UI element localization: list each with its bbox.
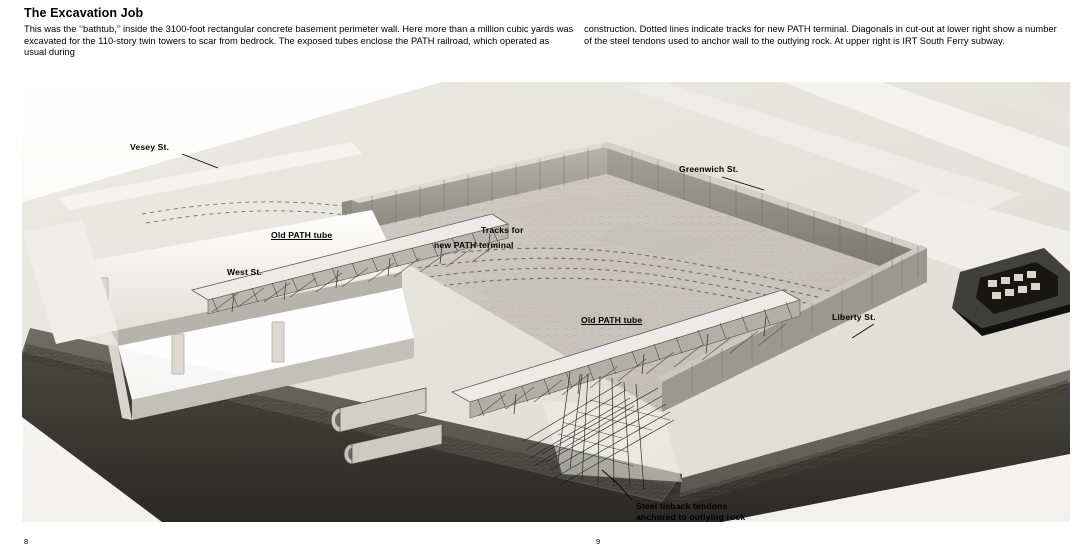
page-title: The Excavation Job xyxy=(24,6,144,20)
label-liberty-st: Liberty St. xyxy=(832,312,876,322)
intro-text-left: This was the ‘‘bathtub,’’ inside the 3100-foot rectangular concrete basement perimeter wall. Here more than a million cubic yards was excavated for the 110-story twin towers to scar from bedrock. The exposed tubes enclose the PATH railroad, which operated as usual during xyxy=(24,24,574,58)
label-old-path-tube-upper: Old PATH tube xyxy=(271,230,333,240)
excavation-drawing xyxy=(22,82,1070,522)
intro-column-right xyxy=(584,24,1064,59)
intro-columns xyxy=(24,24,1068,59)
label-greenwich-st: Greenwich St. xyxy=(679,164,739,174)
label-steel-tieback-line2: anchored to outlying rock xyxy=(636,512,746,522)
intro-column-left xyxy=(24,24,584,59)
label-vesey-st: Vesey St. xyxy=(130,142,170,152)
intro-text-right: construction. Dotted lines indicate tracks for new PATH terminal. Diagonals in cut-out at lower right show a number of the steel tendons used to anchor wall to the outlying rock. At upper right is IRT South Ferry subway. xyxy=(584,24,1057,46)
label-west-st: West St. xyxy=(227,267,262,277)
page-number-left: 8 xyxy=(24,537,29,546)
header-block xyxy=(24,6,1068,59)
label-tracks-for-new-path-terminal-line2: new PATH terminal xyxy=(434,240,514,250)
page-number-right: 9 xyxy=(596,537,601,546)
excavation-illustration xyxy=(22,82,1070,522)
label-old-path-tube-lower: Old PATH tube xyxy=(581,315,643,325)
label-tracks-for-new-path-terminal-line1: Tracks for xyxy=(481,225,524,235)
label-steel-tieback-line1: Steel tieback tendons xyxy=(636,501,728,511)
